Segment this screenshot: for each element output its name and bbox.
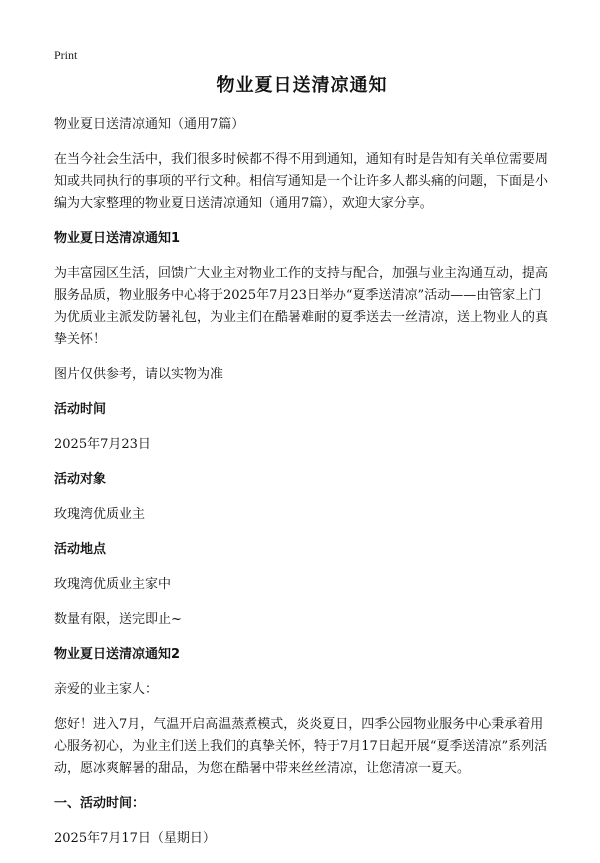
heading-activity-time-2: 一、活动时间： xyxy=(54,796,146,811)
limited-quantity-note: 数量有限，送完即止~ xyxy=(54,612,182,627)
intro-paragraph: 在当今社会生活中，我们很多时候都不得不用到通知，通知有时是告知有关单位需要周知或共同执行的事项的平行文种。相信写通知是一个让许多人都头痛的问题，下面是小编为大家整理的物业夏日送清凉通知（通用7篇），欢迎大家分享。 xyxy=(54,152,549,211)
greeting-paragraph: 亲爱的业主家人： xyxy=(54,682,159,697)
print-link[interactable]: Print xyxy=(54,48,78,62)
notice-2-paragraph: 您好！进入7月，气温开启高温蒸煮模式，炎炎夏日，四季公园物业服务中心秉承着用心服务初心，为业主们送上我们的真挚关怀，特于7月17日起开展“夏季送清凉”系列活动，愿冰爽解暑的甜品，为您在酷暑中带来丝丝清凉，让您清凉一夏天。 xyxy=(54,717,548,776)
subtitle-paragraph: 物业夏日送清凉通知（通用7篇） xyxy=(54,117,245,132)
heading-activity-time: 活动时间 xyxy=(54,402,107,417)
activity-time-2-value: 2025年7月17日（星期日） xyxy=(54,831,216,846)
image-note-paragraph: 图片仅供参考，请以实物为准 xyxy=(54,367,224,382)
page-title: 物业夏日送清凉通知 xyxy=(216,75,388,96)
heading-activity-location: 活动地点 xyxy=(54,542,107,557)
section-heading-notice-1: 物业夏日送清凉通知1 xyxy=(54,231,181,246)
document-body xyxy=(54,72,550,863)
activity-target-value: 玫瑰湾优质业主 xyxy=(54,507,146,522)
notice-1-paragraph: 为丰富园区生活，回馈广大业主对物业工作的支持与配合，加强与业主沟通互动，提高服务品质，物业服务中心将于2025年7月23日举办“夏季送清凉”活动——由管家上门为优质业主派发防暑礼包，为业主们在酷暑难耐的夏季送去一丝清凉，送上物业人的真挚关怀！ xyxy=(54,266,549,347)
heading-activity-target: 活动对象 xyxy=(54,472,107,487)
activity-location-value: 玫瑰湾优质业主家中 xyxy=(54,577,172,592)
section-heading-notice-2: 物业夏日送清凉通知2 xyxy=(54,647,181,662)
activity-time-value: 2025年7月23日 xyxy=(54,437,151,452)
